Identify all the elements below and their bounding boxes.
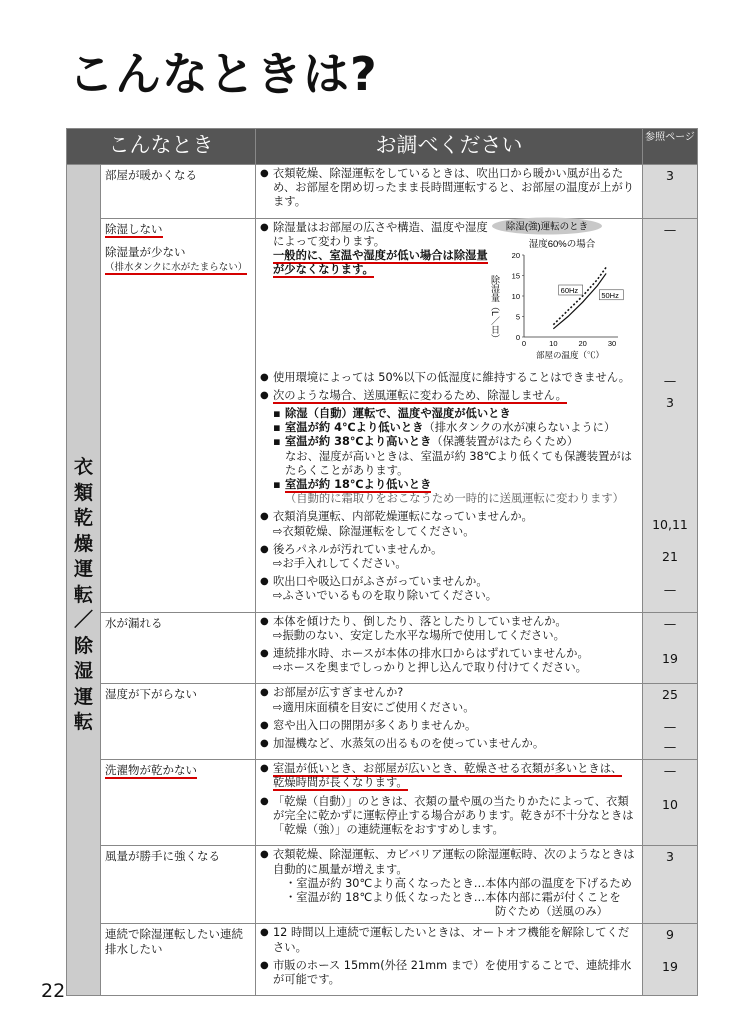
ref-cell xyxy=(643,760,698,846)
situation-note: （排水タンクに水がたまらない） xyxy=(105,261,248,273)
description-item: ● 除湿量はお部屋の広さや構造、温度や湿度によって変わります。 一般的に、室温や湿度が低い場合は除湿量が少なくなります。 xyxy=(260,221,488,367)
table-row xyxy=(67,846,698,924)
situation-label: 部屋が暖かくなる xyxy=(105,168,197,182)
description-item: ● 本体を傾けたり、倒したり、落としたりしていませんか。 ⇨振動のない、安定した水平な場所で使用してください。 xyxy=(260,615,638,643)
x-tick-label: 30 xyxy=(607,339,617,348)
chart-subtitle: 湿度60%の場合 xyxy=(528,239,596,250)
series-line-50Hz xyxy=(553,273,606,328)
description-cell xyxy=(256,684,643,760)
chart-title: 除湿(強)運転のとき xyxy=(505,221,589,233)
description-cell xyxy=(256,924,643,996)
description-item: ● 加湿機など、水蒸気の出るものを使っていませんか。 xyxy=(260,737,638,751)
header-situation: こんなとき xyxy=(67,129,256,165)
ref-page: 19 xyxy=(662,959,678,975)
ref-page: — xyxy=(663,221,677,237)
situation-label: 湿度が下がらない xyxy=(105,687,197,702)
ref-page: 19 xyxy=(662,650,678,666)
situation-cell xyxy=(101,846,256,924)
table-row xyxy=(67,924,698,996)
situation-label: 水が漏れる xyxy=(105,615,163,630)
chart-xlabel: 部屋の温度（℃） xyxy=(535,350,605,360)
table-row xyxy=(67,165,698,219)
situation-label: 連続で除湿運転したい連続排水したい xyxy=(105,927,243,957)
ref-cell xyxy=(643,218,698,612)
y-tick-label: 5 xyxy=(515,312,520,322)
page-title: こんなときは? xyxy=(68,47,378,101)
header-ref-page: 参照ページ xyxy=(643,129,698,165)
y-tick-label: 15 xyxy=(511,271,520,281)
ref-page: 10 xyxy=(662,797,678,813)
ref-page: — xyxy=(663,615,677,631)
series-line-60Hz xyxy=(553,267,606,324)
table-header xyxy=(67,129,698,165)
ref-page: 25 xyxy=(662,687,678,703)
y-tick-label: 10 xyxy=(511,292,520,301)
description-item: ● 衣類消臭運転、内部乾燥運転になっていませんか。 ⇨衣類乾燥、除湿運転をしてください。 xyxy=(260,510,638,538)
x-tick-label: 10 xyxy=(549,339,558,348)
description-item: ● 次のような場合、送風運転に変わるため、除湿しません。 xyxy=(260,389,638,403)
chart-ylabel: 除湿量（L／日） xyxy=(490,275,500,344)
description-cell xyxy=(256,760,643,846)
header-check: お調べください xyxy=(256,129,643,165)
ref-cell xyxy=(643,612,698,684)
ref-cell xyxy=(643,165,698,219)
description-cell xyxy=(256,612,643,684)
dehumidify-chart xyxy=(490,217,635,367)
chart-marks xyxy=(512,251,624,348)
table-row xyxy=(67,760,698,846)
ref-page: 21 xyxy=(662,548,678,564)
description-item: ● 室温が低いとき、お部屋が広いとき、乾燥させる衣類が多いときは、 乾燥時間が長くなります。 xyxy=(260,762,638,790)
ref-page: — xyxy=(663,581,677,597)
description-item: ● 使用環境によっては 50%以下の低湿度に維持することはできません。 xyxy=(260,371,638,385)
category-cell xyxy=(67,165,101,996)
description-item: ● 衣類乾燥、除湿運転をしているときは、吹出口から暖かい風が出るため、お部屋を閉め切ったまま長時間運転すると、お部屋の温度が上がります。 xyxy=(260,167,638,210)
ref-cell xyxy=(643,846,698,924)
ref-page: — xyxy=(663,739,677,755)
description-item: ● お部屋が広すぎませんか? ⇨適用床面積を目安にご使用ください。 xyxy=(260,686,638,714)
ref-cell xyxy=(643,684,698,760)
category-label: 衣類乾燥運転／除湿運転 xyxy=(73,456,93,733)
situation-label: 洗濯物が乾かない xyxy=(105,763,197,778)
situation-cell xyxy=(101,165,256,219)
sub-list: ・室温が約 30℃より高くなったとき…本体内部の温度を下げるため ・室温が約 18℃より低くなったとき…本体内部に霜が付くことを 防ぐため（送風のみ） xyxy=(285,876,632,919)
situation-label: 除湿しない xyxy=(105,221,163,236)
ref-page: 3 xyxy=(666,394,674,410)
y-tick-label: 20 xyxy=(511,251,520,260)
situation-cell xyxy=(101,218,256,612)
ref-cell xyxy=(643,924,698,996)
x-tick-label: 20 xyxy=(578,339,587,348)
situation-cell xyxy=(101,760,256,846)
description-cell xyxy=(256,846,643,924)
series-label: 50Hz xyxy=(601,290,619,300)
description-item: ● 吹出口や吸込口がふさがっていませんか。 ⇨ふさいでいるものを取り除いてください。 xyxy=(260,575,638,603)
ref-page: — xyxy=(663,719,677,735)
ref-page: — xyxy=(663,763,677,779)
description-item: ● 「乾燥（自動）」のときは、衣類の量や風の当たりかたによって、衣類が完全に乾かずに運転停止する場合があります。乾きが不十分なときは「乾燥（強）」の連続運転をおすすめします。 xyxy=(260,795,638,838)
y-tick-label: 0 xyxy=(515,333,520,342)
ref-page: 3 xyxy=(666,168,674,183)
page-number: 22 xyxy=(41,980,66,1002)
description-item: ● 12 時間以上連続で運転したいときは、オートオフ機能を解除してください。 xyxy=(260,926,638,954)
description-item: ● 後ろパネルが汚れていませんか。 ⇨お手入れしてください。 xyxy=(260,543,638,571)
description-item: ● 窓や出入口の開閉が多くありませんか。 xyxy=(260,719,638,733)
situation-label: 除湿量が少ない xyxy=(105,244,186,259)
table-row xyxy=(67,612,698,684)
description-cell xyxy=(256,165,643,219)
situation-cell xyxy=(101,612,256,684)
ref-page: — xyxy=(663,372,677,388)
series-label: 60Hz xyxy=(560,286,579,295)
ref-page: 3 xyxy=(666,849,674,865)
description-item: ● 市販のホース 15mm(外径 21mm まで）を使用することで、連続排水が可能です。 xyxy=(260,959,638,987)
situation-label: 風量が勝手に強くなる xyxy=(105,849,220,864)
situation-cell xyxy=(101,924,256,996)
table-row xyxy=(67,684,698,760)
ref-page: 9 xyxy=(666,927,674,943)
description-item: ● 衣類乾燥、除湿運転、カビバリア運転の除湿運転時、次のようなときは自動的に風量が増えます。 xyxy=(260,848,638,876)
situation-cell xyxy=(101,684,256,760)
description-item: ● 連続排水時、ホースが本体の排水口からはずれていませんか。 ⇨ホースを奥までしっかりと押し込んで取り付けてください。 xyxy=(260,647,638,675)
x-tick-label: 0 xyxy=(521,339,527,348)
ref-page: 10,11 xyxy=(652,516,688,532)
sub-list: ▪ 除湿（自動）運転で、温度や湿度が低いとき ▪ 室温が約 4℃より低いとき（排水タンクの水が凍らないように） ▪ 室温が約 38℃より高いとき（保護装置がはたらくため） なお、湿度が高いときは、室温が約 38℃より低くても保護装置がはたらくことがあります。 ▪ 室温が約 18℃より低いとき （自動的に霜取りをおこなうため一時的に送風運転に変わります） xyxy=(260,407,638,506)
